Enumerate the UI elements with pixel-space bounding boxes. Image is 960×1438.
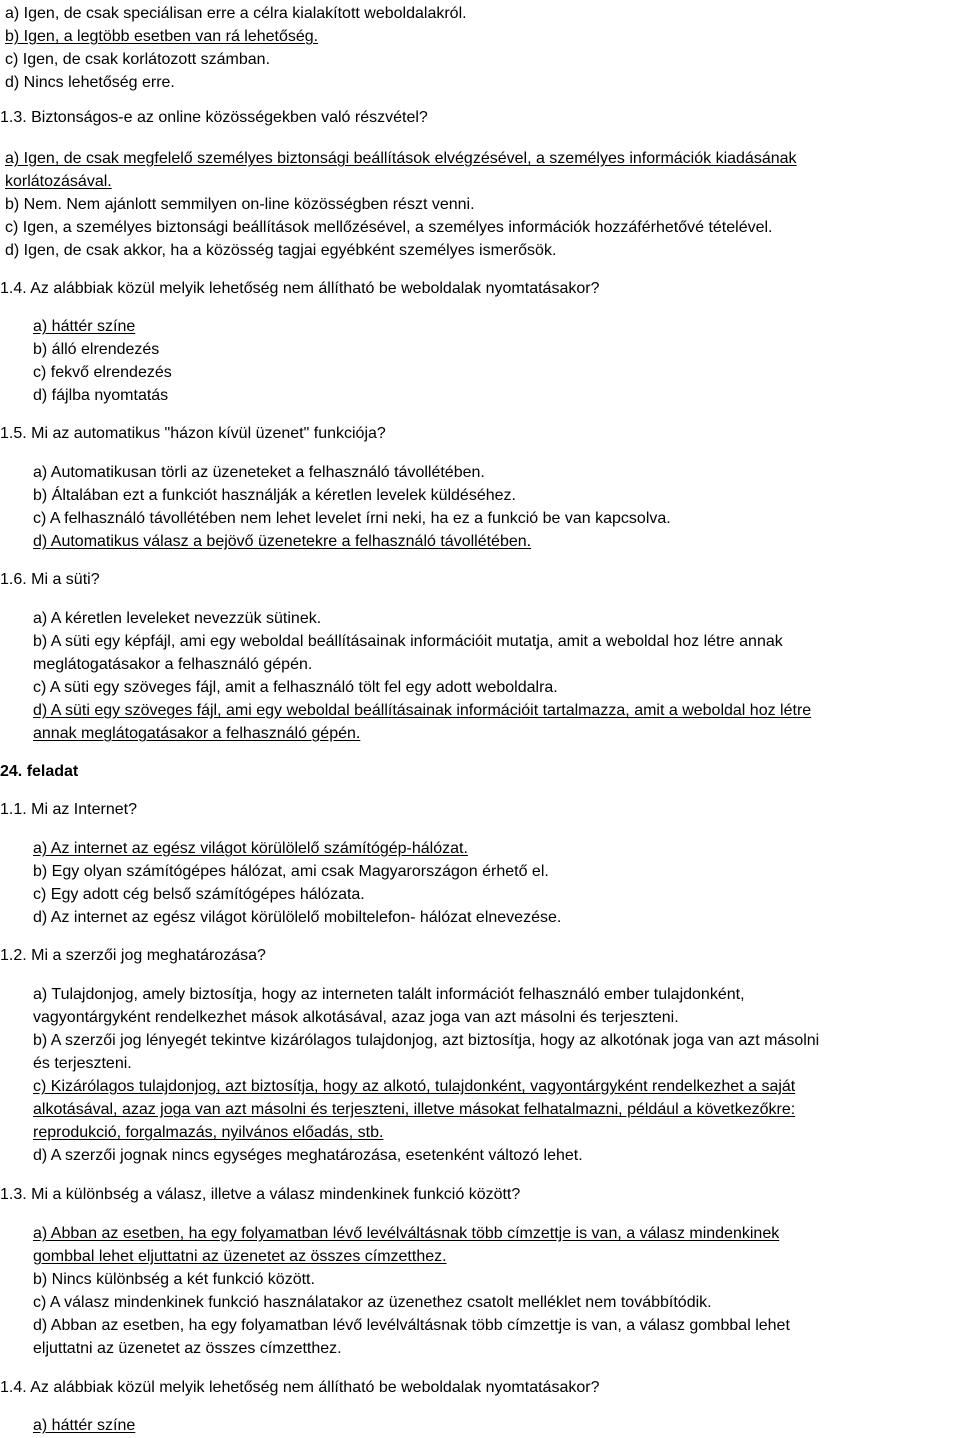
answer-option: b) álló elrendezés <box>33 341 160 358</box>
question-text: 1.3. Mi a különbség a válasz, illetve a válasz mindenkinek funkció között? <box>0 1186 521 1203</box>
answer-option: d) Nincs lehetőség erre. <box>5 74 175 91</box>
answer-option: alkotásával, azaz joga van azt másolni és terjeszteni, illetve másokat felhatalmazni, például a következőkre: <box>33 1101 796 1118</box>
answer-option: c) A süti egy szöveges fájl, amit a felhasználó tölt fel egy adott weboldalra. <box>33 679 558 696</box>
answer-option: vagyontárgyként rendelkezhet mások alkotásával, azaz joga van azt másolni és terjeszteni. <box>33 1009 679 1026</box>
answer-option: c) Egy adott cég belső számítógépes hálózata. <box>33 886 365 903</box>
question-text: 1.1. Mi az Internet? <box>0 801 137 818</box>
answer-option: d) Az internet az egész világot körülölelő mobiltelefon- hálózat elnevezése. <box>33 909 562 926</box>
answer-option: c) Kizárólagos tulajdonjog, azt biztosítja, hogy az alkotó, tulajdonként, vagyontárgyként rendelkezhet a saját <box>33 1078 796 1095</box>
answer-option: gombbal lehet eljuttatni az üzenetet az összes címzetthez. <box>33 1248 447 1265</box>
answer-option: b) Igen, a legtöbb esetben van rá lehetőség. <box>5 28 319 45</box>
answer-option: a) Abban az esetben, ha egy folyamatban lévő levélváltásnak több címzettje is van, a válasz mindenkinek <box>33 1225 780 1242</box>
question-text: 1.6. Mi a süti? <box>0 571 100 588</box>
answer-option: a) A kéretlen leveleket nevezzük sütinek. <box>33 610 322 627</box>
answer-option: d) A szerzői jognak nincs egységes meghatározása, esetenként változó lehet. <box>33 1147 583 1164</box>
answer-option: korlátozásával. <box>5 173 112 190</box>
answer-option: a) háttér színe <box>33 318 136 335</box>
answer-option: b) A szerzői jog lényegét tekintve kizárólagos tulajdonjog, azt biztosítja, hogy az alkotónak joga van azt másolni <box>33 1032 820 1049</box>
question-text: 1.4. Az alábbiak közül melyik lehetőség nem állítható be weboldalak nyomtatásakor? <box>0 1379 600 1396</box>
answer-option: c) Igen, a személyes biztonsági beállítások mellőzésével, a személyes információk hozzáférhetővé tételével. <box>5 219 773 236</box>
answer-option: meglátogatásakor a felhasználó gépén. <box>33 656 313 673</box>
question-text: 1.2. Mi a szerzői jog meghatározása? <box>0 947 266 964</box>
answer-option: c) A válasz mindenkinek funkció használatakor az üzenethez csatolt melléklet nem továbbítódik. <box>33 1294 712 1311</box>
answer-option: d) Automatikus válasz a bejövő üzenetekre a felhasználó távollétében. <box>33 533 532 550</box>
answer-option: a) Automatikusan törli az üzeneteket a felhasználó távollétében. <box>33 464 485 481</box>
answer-option: d) A süti egy szöveges fájl, ami egy weboldal beállításainak információit tartalmazza, amit a weboldal hoz létre <box>33 702 812 719</box>
answer-option: d) fájlba nyomtatás <box>33 387 169 404</box>
answer-option: b) Nem. Nem ajánlott semmilyen on-line közösségben részt venni. <box>5 196 475 213</box>
answer-option: c) A felhasználó távollétében nem lehet levelet írni neki, ha ez a funkció be van kapcsolva. <box>33 510 671 527</box>
answer-option: c) fekvő elrendezés <box>33 364 172 381</box>
question-text: 1.5. Mi az automatikus "házon kívül üzenet" funkciója? <box>0 425 386 442</box>
section-heading: 24. feladat <box>0 763 79 780</box>
answer-option: a) háttér színe <box>33 1417 136 1434</box>
answer-option: a) Az internet az egész világot körülölelő számítógép-hálózat. <box>33 840 468 857</box>
answer-option: b) Nincs különbség a két funkció között. <box>33 1271 315 1288</box>
answer-option: b) Általában ezt a funkciót használják a kéretlen levelek küldéséhez. <box>33 487 516 504</box>
answer-option: a) Igen, de csak megfelelő személyes biztonsági beállítások elvégzésével, a személyes információk kiadásának <box>5 150 797 167</box>
answer-option: d) Igen, de csak akkor, ha a közösség tagjai egyébként személyes ismerősök. <box>5 242 557 259</box>
answer-option: a) Igen, de csak speciálisan erre a célra kialakított weboldalakról. <box>5 5 467 22</box>
answer-option: és terjeszteni. <box>33 1055 132 1072</box>
question-text: 1.3. Biztonságos-e az online közösségekben való részvétel? <box>0 109 428 126</box>
answer-option: d) Abban az esetben, ha egy folyamatban lévő levélváltásnak több címzettje is van, a válasz gombbal lehet <box>33 1317 790 1334</box>
answer-option: b) A süti egy képfájl, ami egy weboldal beállításainak információit mutatja, amit a weboldal hoz létre annak <box>33 633 783 650</box>
answer-option: eljuttatni az üzenetet az összes címzetthez. <box>33 1340 342 1357</box>
answer-option: reprodukció, forgalmazás, nyilvános előadás, stb. <box>33 1124 384 1141</box>
answer-option: b) Egy olyan számítógépes hálózat, ami csak Magyarországon érhető el. <box>33 863 549 880</box>
answer-option: c) Igen, de csak korlátozott számban. <box>5 51 271 68</box>
question-text: 1.4. Az alábbiak közül melyik lehetőség nem állítható be weboldalak nyomtatásakor? <box>0 280 600 297</box>
answer-option: a) Tulajdonjog, amely biztosítja, hogy az interneten talált információt felhasználó ember tulajdonként, <box>33 986 745 1003</box>
answer-option: annak meglátogatásakor a felhasználó gépén. <box>33 725 361 742</box>
